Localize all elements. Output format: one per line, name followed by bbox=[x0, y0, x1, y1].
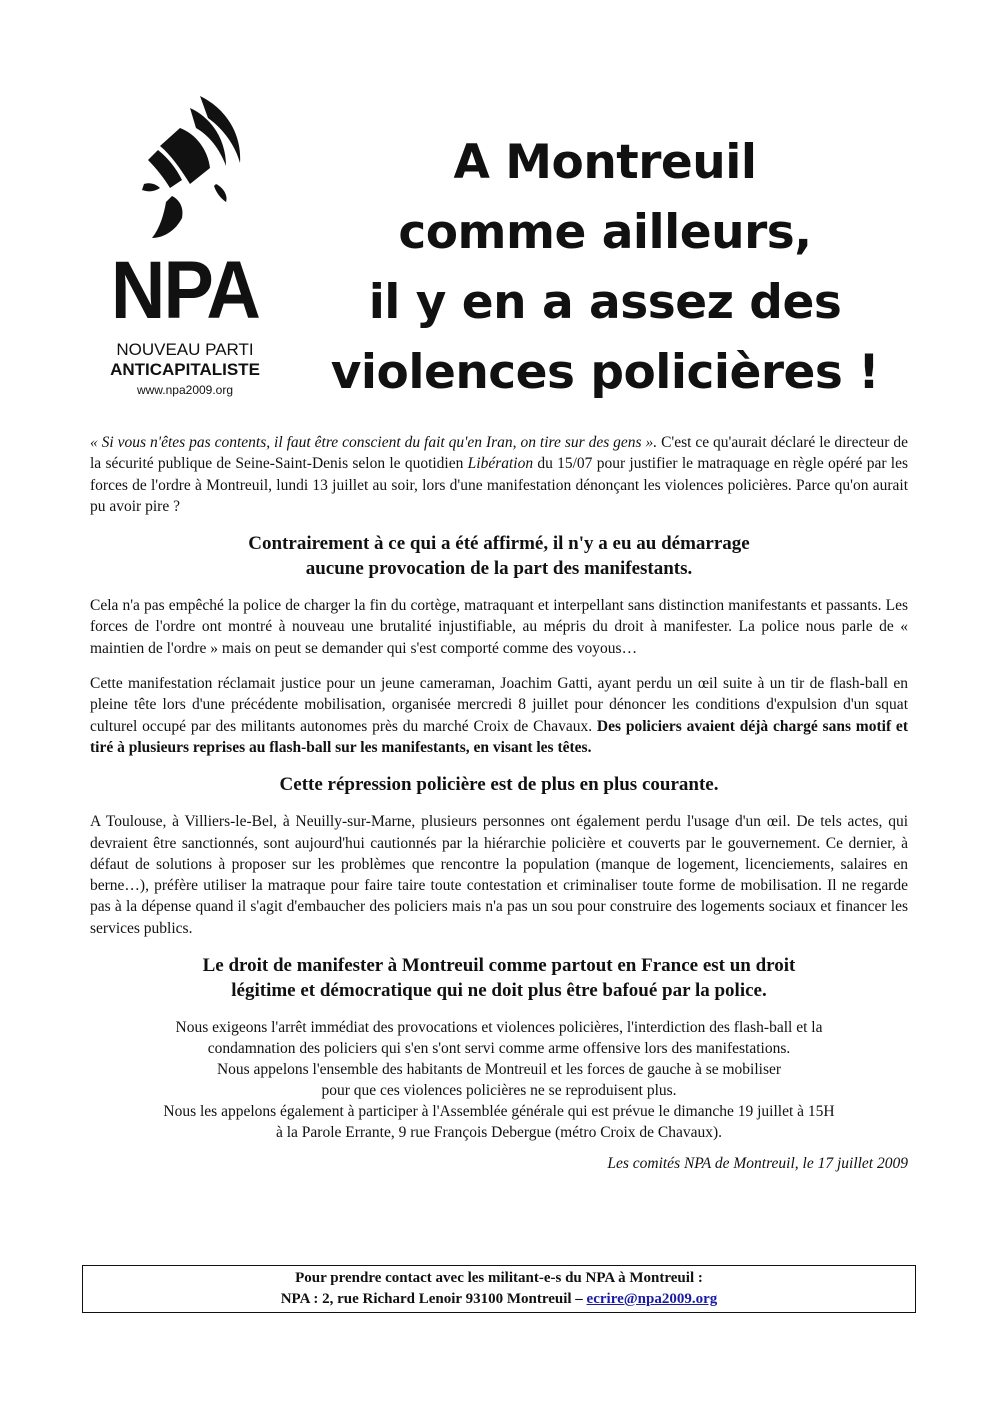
heading-line: Contrairement à ce qui a été affirmé, il n'y a eu au démarrage bbox=[248, 533, 750, 555]
title-line: violences policières ! bbox=[330, 345, 880, 400]
paragraph-text: Cette manifestation réclamait justice pour un jeune cameraman, Joachim Gatti, ayant perdu un œil suite à un tir de flash-ball en pleine tête lors d'une précédente mobilisation, organisée mercredi 8 juillet pour dénoncer les conditions d'expulsion d'un squat culturel occupé par des militants autonomes près du marché Croix de Chavaux. bbox=[90, 675, 908, 735]
heading-line: légitime et démocratique qui ne doit plus être bafoué par la police. bbox=[231, 980, 767, 1002]
title-line: A Montreuil bbox=[453, 135, 757, 190]
contact-line bbox=[83, 1289, 915, 1310]
logo-acronym: NPA bbox=[110, 245, 260, 336]
demand-line: condamnation des policiers qui s'en s'ont servi comme arme offensive lors des manifestations. bbox=[207, 1040, 791, 1058]
article-body bbox=[90, 432, 908, 1174]
email-link[interactable]: ecrire@npa2009.org bbox=[586, 1291, 718, 1307]
newspaper-name: Libération bbox=[467, 455, 534, 473]
heading-line: aucune provocation de la part des manifestants. bbox=[305, 558, 693, 580]
intro-quote: « Si vous n'êtes pas contents, il faut être conscient du fait qu'en Iran, on tire sur des gens ». bbox=[90, 434, 658, 451]
title-line: il y en a assez des bbox=[368, 275, 842, 330]
section-heading bbox=[90, 953, 908, 1003]
contact-line: Pour prendre contact avec les militant-e-s du NPA à Montreuil : bbox=[295, 1270, 703, 1286]
body-paragraph: A Toulouse, à Villiers-le-Bel, à Neuilly-sur-Marne, plusieurs personnes ont également perdu l'usage d'un œil. De tels actes, qui devraient être sanctionnés, sont aujourd'hui cautionnés par la hiérarchie policière et couverts par le gouvernement. Ce dernier, à défaut de solutions à proposer sur les problèmes que rencontre la population (manque de logement, licenciements, salaires en berne…), préfère utiliser la matraque pour faire taire toute contestation et criminaliser toute forme de mobilisation. Il ne regarde pas à la dépense quand il s'agit d'embaucher des policiers mais n'a pas un sou pour construire des logements sociaux et financer les services publics. bbox=[90, 813, 908, 937]
intro-text: du 15/07 pour justifier le matraquage en règle opéré par les forces de l'ordre à Montreuil, lundi 13 juillet au soir, lors d'une manifestation dénonçant les violences policières. Parce qu'on aurait pu avoir pire ? bbox=[90, 455, 908, 515]
contact-address: NPA : 2, rue Richard Lenoir 93100 Montreuil – bbox=[280, 1291, 587, 1307]
demand-line: Nous les appelons également à participer à l'Assemblée générale qui est prévue le dimanche 19 juillet à 15H bbox=[163, 1103, 835, 1121]
paragraph-bold-text: Des policiers avaient déjà chargé sans motif et tiré à plusieurs reprises au flash-ball sur les manifestants, en visant les têtes. bbox=[90, 717, 908, 756]
logo-name-line1: NOUVEAU PARTI bbox=[116, 340, 254, 359]
title-line: comme ailleurs, bbox=[398, 205, 812, 260]
demands-block bbox=[90, 1017, 908, 1143]
intro-text: C'est ce qu'aurait déclaré le directeur de la sécurité publique de Seine-Saint-Denis selon le quotidien bbox=[90, 434, 908, 473]
logo-url: www.npa2009.org bbox=[136, 383, 234, 397]
npa-logo bbox=[100, 88, 270, 408]
intro-paragraph bbox=[90, 432, 908, 517]
body-paragraph: Cela n'a pas empêché la police de charger la fin du cortège, matraquant et interpellant sans distinction manifestants et passants. Les forces de l'ordre ont montré à nouveau une brutalité injustifiable, au mépris du droit à manifester. La police nous parle de « maintien de l'ordre » mais on peut se demander qui s'est comporté comme des voyous… bbox=[90, 597, 908, 657]
demand-line: à la Parole Errante, 9 rue François Debergue (métro Croix de Chavaux). bbox=[275, 1124, 723, 1142]
demand-line: Nous exigeons l'arrêt immédiat des provocations et violences policières, l'interdiction des flash-ball et la bbox=[175, 1019, 823, 1037]
logo-name-line2: ANTICAPITALISTE bbox=[110, 360, 260, 379]
section-heading: Cette répression policière est de plus en plus courante. bbox=[279, 774, 719, 796]
page-title bbox=[290, 128, 920, 408]
body-paragraph bbox=[90, 673, 908, 758]
signature: Les comités NPA de Montreuil, le 17 juillet 2009 bbox=[607, 1155, 908, 1173]
heading-line: Le droit de manifester à Montreuil comme partout en France est un droit bbox=[202, 955, 796, 977]
demand-line: pour que ces violences policières ne se reproduisent plus. bbox=[321, 1082, 677, 1100]
contact-box bbox=[82, 1265, 916, 1313]
demand-line: Nous appelons l'ensemble des habitants de Montreuil et les forces de gauche à se mobiliser bbox=[216, 1061, 782, 1079]
section-heading bbox=[90, 531, 908, 581]
megaphone-logo-icon bbox=[130, 88, 250, 248]
